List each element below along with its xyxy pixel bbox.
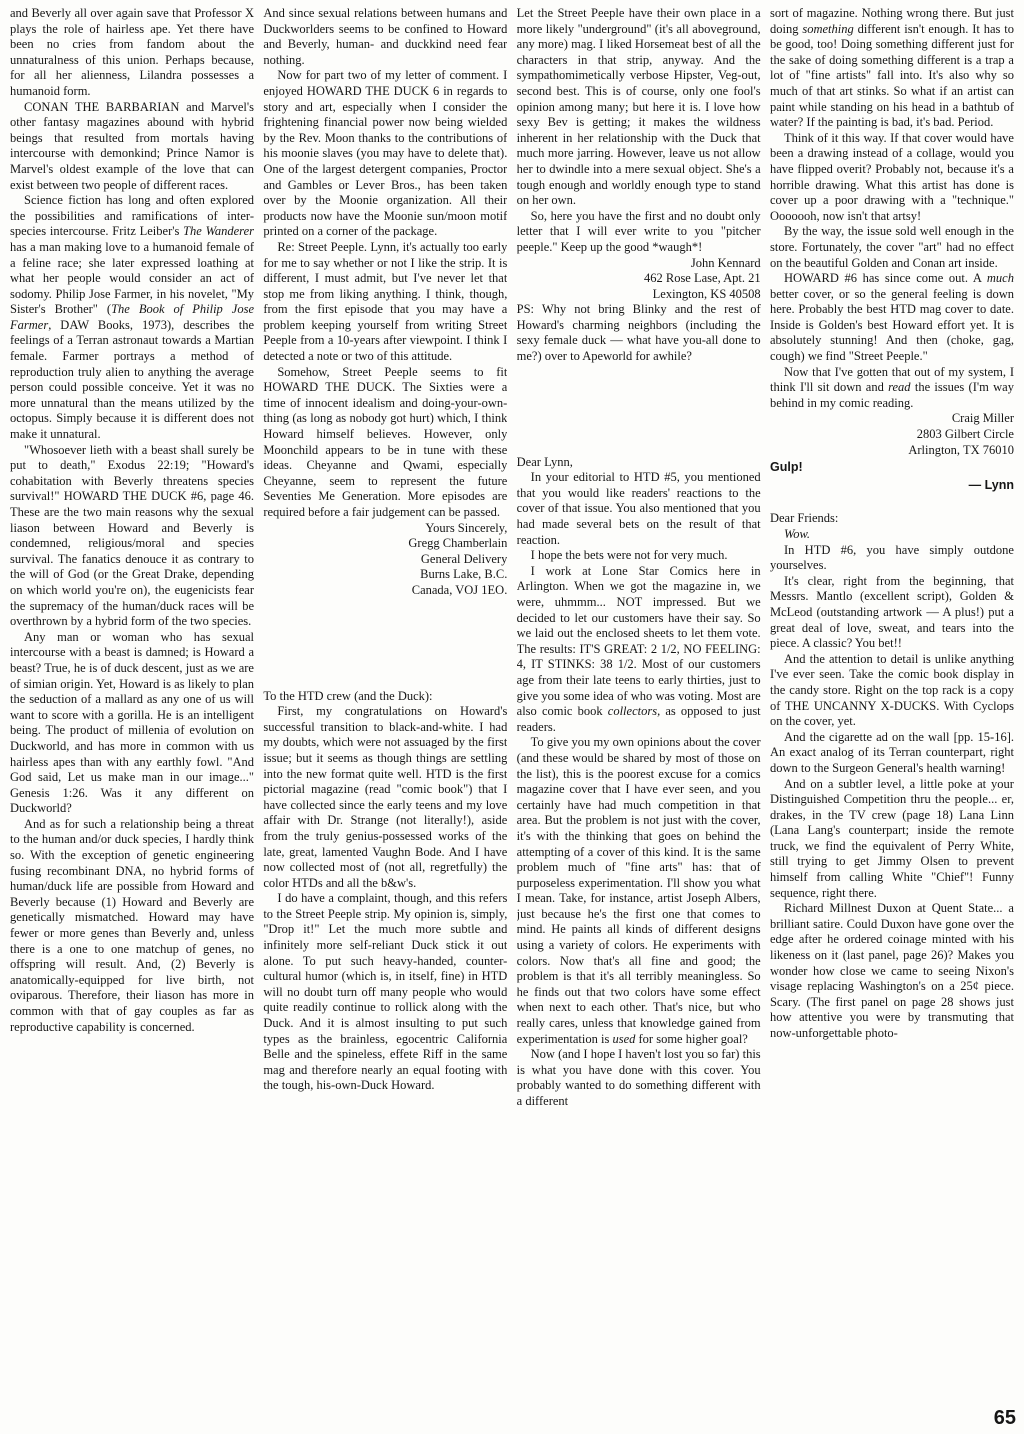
paragraph [770,527,1014,543]
paragraph: And the cigarette ad on the wall [pp. 15-16]. An exact analog of its Terran counterpart, right down to the Surgeon General's health warning! [769,729,1014,775]
paragraph: Science fiction has long and often explored the possibilities and ramifications of inter-species intercourse. Fritz Leiber's The Wanderer has a man making love to a humanoid female of a feline race; she later expressed loathing at what her people would consider an act of sodomy. Philip Jose Farmer, in his novelet, "My Sister's Brother" (The Book of Philip Jose Farmer, DAW Books, 1973), describes the feelings of a Terran astronaut towards a Martian female. Farmer portrays a method of reproduction truly alien to anything the average person could possible conceive. Yet it was no more unnatural than the means utilized by the octopus. Simply because it is different does not make it unnatural. [10,193,254,442]
signature-block [263,521,507,599]
paragraph: To give you my own opinions about the cover (and these would be shared by most of those on the list), this is the poorest excuse for a comics magazine cover that I have ever seen, and you certainly have had much competition in that area. But the problem is not just with the cover, it's with the thinking that goes on behind the attempting of a cover of this kind. It is the same problem much of "fine arts" has: that of purposeless experimentation. I'll show you what I mean. Take, for instance, artist Joseph Albers, just because he's the first one that comes to mind. He paints all kinds of different designs using a variety of colors. He experiments with colors. Now that's all fine and good; the problem is that it's all terribly meaningless. So he finds out that two colors have some effect when next to each other. That's nice, but who really cares, unless that knowledge gained from experimentation is used for some higher goal? [516,735,761,1046]
letter-salutation: To the HTD crew (and the Duck): [263,688,433,703]
emphasis: used [612,1031,636,1046]
paragraph: Any man or woman who has sexual intercourse with a beast is damned; is Howard a beast? True, he is of duck descent, just as we are of simian origin. Yet, Howard is as likely to plan the seduction of a mallard as any one of us will want to score with a gorilla. He is an intelligent being. The product of millenia of evolution on Duckworld, and has more in common with us hairless apes than with any earthly fowl. "And God said, Let us make man in our image..." Genesis 1:26. Was it any different on Duckworld? [10,629,254,816]
letter-salutation: Dear Friends: [769,511,839,526]
paragraph: sort of magazine. Nothing wrong there. But just doing something different isn't enough. It has to be good, too! Doing something different just for the sake of doing something different is a trap a lot of "fine artists" fall into. It's also why so much of that art stinks. So what if an artist can paint while standing on his head in a bathtub of water? If the painting is bad, it's bad. Period. [769,6,1014,130]
emphasis: collectors, [607,704,661,719]
paragraph: And as for such a relationship being a threat to the human and/or duck species, I hardly think so. With the exception of genetic engineering fusing recombinant DNA, no hybrid forms of human/duck life are possible from Howard and Beverly because (1) Howard and Beverly are genetically mismatched. Howard may have fewer or more genes than Beverly and, unless there is a one to one matchup of genes, no offspring will result. And, (2) Beverly is anatomically-equipped for live birth, not oviparous. Therefore, their liason has more in common with that of gay couples as far as reproductive capability is concerned. [10,816,254,1034]
signature-line: Craig Miller [951,411,1014,426]
paragraph: First, my congratulations on Howard's successful transition to black-and-white. I had my doubts, which were not assuaged by the first issue; but it seems as though things are settling into the new format quite well. HTD is the first pictorial magazine (read "comic book") that I have collected since the early teens and my love affair with Dr. Strange (not literally!), aside from the truly genius-possessed works of the late, great, lamented Vaughn Bode. And I have now collected most of (not all, regretfully) the color HTDs and all the b&w's. [263,704,508,890]
emphasis: Wow. [783,527,811,541]
paragraph: Let the Street Peeple have their own place in a more likely "underground" (it's all aboveground, any more) mag. I liked Horsemeat best of all the characters in that strip, anyway. And the sympathomimetically verbose Hipster, Veg-out, second best. This is of course, only one fool's opinion among many; but here it is. I love how sexy Bev is getting; it makes the wildness inherent in her relationship with the Duck that much more jarring. However, leave us not allow her to dwindle into a mere sexual object. She's a tough enough and worldly enough type to stand on her own. [516,6,761,208]
paragraph: And since sexual relations between humans and Duckworlders seems to be confined to Howard and Beverly, human- and duckkind need fear nothing. [263,6,508,67]
emphasis: something [802,21,854,36]
signature-line: John Kennard [690,255,761,270]
paragraph: Richard Millnest Duxon at Quent State... a brilliant satire. Could Duxon have gone over the edge after he ordered coinage minted with his likeness on it (last panel, page 26)? Makes you wonder how close we came to seeing Nixon's visage replacing Washington's on a 25¢ piece. Scary. (The first panel on page 28 shows just how attentive you were by transmuting that now-unforgettable photo- [769,901,1014,1040]
paragraph: In HTD #6, you have simply outdone yourselves. [769,542,1014,573]
paragraph: Now for part two of my letter of comment. I enjoyed HOWARD THE DUCK 6 in regards to story and art, especially when I consider the frightening financial power now being wielded by the Rev. Moon thanks to the contributions of his moonie slaves (you may have to delete that). One of the largest detergent companies, Proctor and Gambles or Lever Bros., has been taken over by the Moonie organization. All their products now have the Moonie sun/moon motif printed on a corner of the package. [263,68,508,239]
column-3 [517,6,761,1411]
column-2 [263,6,507,1411]
paragraph: And on a subtler level, a little poke at your Distinguished Competition thru the people... er, drakes, in the TV crew (page 18) Lana Linn (Lana Lang's counterpart; inside the remote truck, we find the equivalent of Perry White, still trying to get Jimmy Olsen to prevent himself from calling White "Chief"! Funny sequence, right there. [769,776,1014,900]
letter-salutation: Dear Lynn, [516,454,573,469]
column-4 [770,6,1014,1411]
paragraph: And the attention to detail is unlike anything I've ever seen. Take the comic book display in the candy store. Right on the top rack is a copy of THE UNCANNY X-DUCKS. With Cyclops on the cover, yet. [769,651,1014,729]
paragraph: By the way, the issue sold well enough in the store. Fortunately, the cover "art" had no effect on the beautiful Golden and Conan art inside. [769,224,1014,270]
paragraph: "Whosoever lieth with a beast shall surely be put to death," Exodus 22:19; "Howard's cohabitation with Beverly threatens species survival!" HOWARD THE DUCK #6, page 46. These are the two main reasons why the sexual liason between Howard and Beverly is condemned, religious/moral and species survival. The fanatics denouce it as contrary to the will of God (or the Great Drake, depending on which world you're on), the eugenicists fear the supremacy of the human/duck races will be overthrown by a hybrid form of the two species. [10,442,254,629]
paragraph: CONAN THE BARBARIAN and Marvel's other fantasy magazines abound with hybrid beings that resulted from mortals having intercourse with demonkind; Prince Namor is Marvel's oldest example of the love that can exist between two people of different races. [10,99,254,192]
signature-line: Canada, VOJ 1EO. [411,582,508,597]
signature-line: Gregg Chamberlain [408,536,508,551]
paragraph: HOWARD #6 has since come out. A much better cover, or so the general feeling is down here. Probably the best HTD mag cover to date. Inside is Golden's best Howard effort yet. It is absolutely stunning! And then (choke, gag, cough) we find "Street Peeple." [769,271,1014,364]
paragraph: Now that I've gotten that out of my system, I think I'll sit down and read the issues (I'm way behind in my comic reading. [769,364,1014,410]
signature-line: Arlington, TX 76010 [908,442,1014,457]
signature-line: 2803 Gilbert Circle [916,427,1014,442]
signature-block [517,256,761,303]
paragraph: Somehow, Street Peeple seems to fit HOWARD THE DUCK. The Sixties were a time of innocent idealism and doing-your-own-thing (as long as nobody got hurt) which, I think Howard himself believes. However, only Moonchild appears to be in tune with these ideas. Cheyanne and Qwami, especially Cheyanne, seem to represent the future Seventies Me Generation. More episodes are required before a fair judgement can be passed. [263,364,508,519]
book-title: The Wanderer [183,224,254,239]
paragraph: Re: Street Peeple. Lynn, it's actually too early for me to say whether or not I like the strip. It is different, I must admit, but I've never let that stop me from liking anything. I think, though, from the first episode that you may have a problem keeping yourself from writing Street Peeple from a 10-years after viewpoint. I think I detected a note or two of this attitude. [263,239,508,364]
paragraph: I do have a complaint, though, and this refers to the Street Peeple strip. My opinion is, simply, "Drop it!" Let the much more subtle and infinitely more self-reliant Duck stick it out alone. To put such heavy-handed, counter-cultural humor (which is, in itself, fine) in HTD will no doubt turn off many people who would quite readily continue to rollick along with the Duck. And it is almost insulting to put such types as the brainless, egocentric California Belle and the spineless, effete Riff in the same mag and therefore nearly an equal footing with the tough, his-own-Duck Howard. [263,891,508,1093]
emphasis: much [986,271,1014,286]
signature-line: Yours Sincerely, [425,520,508,535]
paragraph: In your editorial to HTD #5, you mentioned that you would like readers' reactions to the cover of that issue. You also mentioned that you had made several bets on the result of that reaction. [516,470,761,547]
signature-line: General Delivery [420,551,508,566]
paragraph: I work at Lone Star Comics here in Arlington. When we got the magazine in, we were, uhmmm... NOT impressed. But we decided to let our customers have their say. So we laid out the enclosed sheets to let them vote. The results: IT'S GREAT: 2 1/2, NO FEELING: 4, IT STINKS: 38 1/2. Most of our customers age from their late teens to early thirties, just to give you some idea of who was voting. Most are also comic book collectors, as opposed to just readers. [516,563,761,734]
emphasis: read [888,380,911,395]
signature-line: Burns Lake, B.C. [420,567,508,582]
paragraph: I hope the bets were not for very much. [530,548,728,563]
paragraph: So, here you have the first and no doubt only letter that I will ever write to you "pitcher peeple." Keep up the good *waugh*! [516,208,761,254]
page-number: 65 [993,1407,1016,1429]
signature-line: 462 Rose Lase, Apt. 21 [643,271,761,286]
editor-reply: Gulp! [769,460,803,475]
paragraph: and Beverly all over again save that Professor X plays the role of hairless ape. Yet there have been no cries from fandom about the unnaturalness of this union. Perhaps because, for all her alienness, Lilandra possesses a humanoid form. [10,6,254,98]
paragraph: Now (and I hope I haven't lost you so far) this is what you have done with this cover. You probably wanted to do something different with a different [516,1047,761,1108]
paragraph: It's clear, right from the beginning, that Messrs. Mantlo (excellent script), Golden & McLeod (outstanding artwork — A plus!) put a great deal of love, sweat, and tears into the piece. A classic? You bet!! [769,573,1014,651]
paragraph: Think of it this way. If that cover would have been a drawing instead of a collage, would you have flipped overit? Probably not, because it's a horrible drawing. What this artist has done is cover up a poor drawing with a "technique." Ooooooh, now isn't that artsy! [769,130,1014,223]
column-1 [10,6,254,1411]
signature-block [770,411,1014,458]
book-title: The Book of Philip Jose Farmer [10,302,254,332]
postscript: PS: Why not bring Blinky and the rest of Howard's charming neighbors (including the sexy female duck — what have you-all done to me?) over to Apeworld for awhile? [516,302,761,364]
editor-signature: — Lynn [968,477,1014,492]
text-columns [10,6,1014,1411]
signature-line: Lexington, KS 40508 [652,286,761,301]
